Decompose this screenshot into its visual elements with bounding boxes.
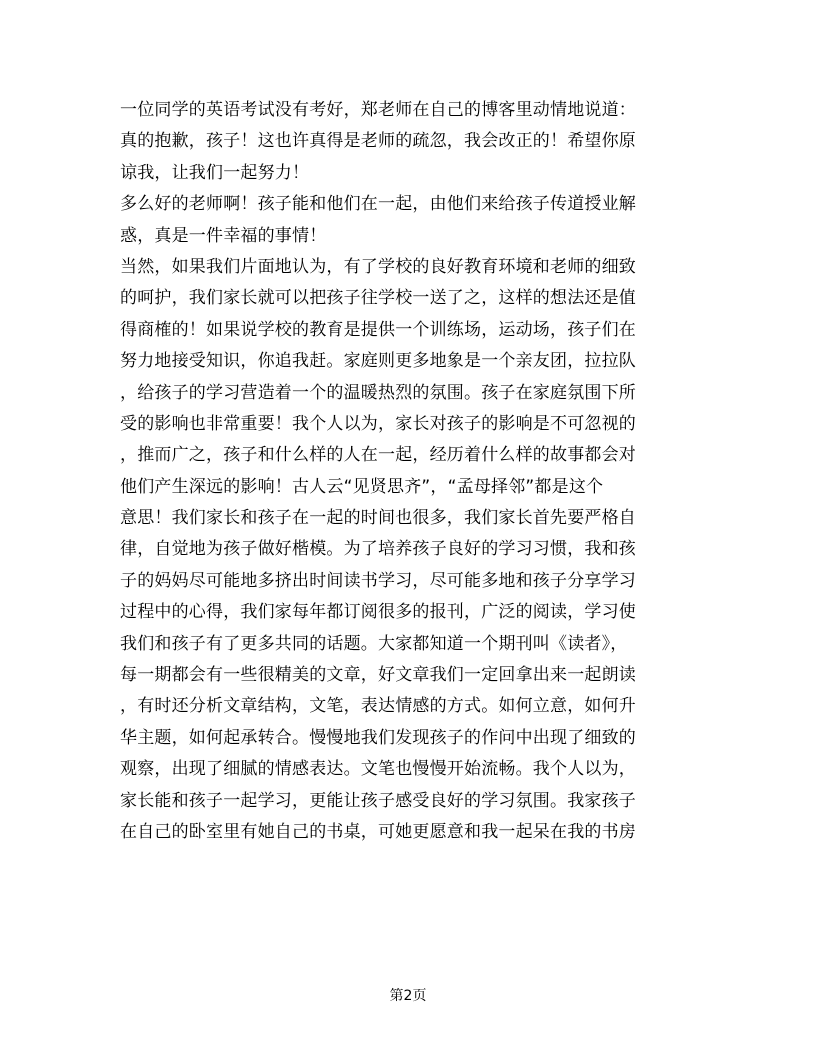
text-line: 当然，如果我们片面地认为，有了学校的良好教育环境和老师的细致 xyxy=(120,256,636,277)
text-line: 观察，出现了细腻的情感表达。文笔也慢慢开始流畅。我个人以为， xyxy=(120,759,636,780)
text-line: 在自己的卧室里有她自己的书桌，可她更愿意和我一起呆在我的书房 xyxy=(120,821,636,842)
text-line: 谅我，让我们一起努力！ xyxy=(120,162,310,183)
text-line: 律，自觉地为孩子做好楷模。为了培养孩子良好的学习习惯，我和孩 xyxy=(120,539,636,560)
text-line: 子的妈妈尽可能地多挤出时间读书学习，尽可能多地和孩子分享学习 xyxy=(120,570,636,591)
text-line: ，给孩子的学习营造着一个的温暖热烈的氛围。孩子在家庭氛围下所 xyxy=(120,382,636,403)
text-line: 的呵护，我们家长就可以把孩子往学校一送了之，这样的想法还是值 xyxy=(120,288,636,309)
text-line: 惑，真是一件幸福的事情！ xyxy=(120,225,327,246)
text-line: 受的影响也非常重要！我个人以为，家长对孩子的影响是不可忽视的 xyxy=(120,413,636,434)
text-line: 多么好的老师啊！孩子能和他们在一起，由他们来给孩子传道授业解 xyxy=(120,194,636,215)
text-line: 得商榷的！如果说学校的教育是提供一个训练场，运动场，孩子们在 xyxy=(120,319,636,340)
body-text xyxy=(120,95,700,848)
text-line: ，推而广之，孩子和什么样的人在一起，经历着什么样的故事都会对 xyxy=(120,445,636,466)
text-line: ，有时还分析文章结构，文笔，表达情感的方式。如何立意，如何升 xyxy=(120,696,636,717)
text-line: 真的抱歉，孩子！这也许真得是老师的疏忽，我会改正的！希望你原 xyxy=(120,131,636,152)
text-line: 努力地接受知识，你追我赶。家庭则更多地象是一个亲友团，拉拉队 xyxy=(120,351,636,372)
text-line: 家长能和孩子一起学习，更能让孩子感受良好的学习氛围。我家孩子 xyxy=(120,790,636,811)
text-line: 我们和孩子有了更多共同的话题。大家都知道一个期刊叫《读者》， xyxy=(120,633,628,654)
page-number: 第2页 xyxy=(389,988,427,1004)
text-line: 一位同学的英语考试没有考好，郑老师在自己的博客里动情地说道： xyxy=(120,100,636,120)
text-line: 每一期都会有一些很精美的文章，好文章我们一定回拿出来一起朗读 xyxy=(120,665,636,686)
text-line: 意思！我们家长和孩子在一起的时间也很多，我们家长首先要严格自 xyxy=(120,508,636,529)
text-line: 他们产生深远的影响！古人云“见贤思齐”，“孟母择邻”都是这个 xyxy=(120,476,604,497)
text-line: 华主题，如何起承转合。慢慢地我们发现孩子的作问中出现了细致的 xyxy=(120,727,636,748)
text-line: 过程中的心得，我们家每年都订阅很多的报刊，广泛的阅读，学习使 xyxy=(120,602,636,623)
